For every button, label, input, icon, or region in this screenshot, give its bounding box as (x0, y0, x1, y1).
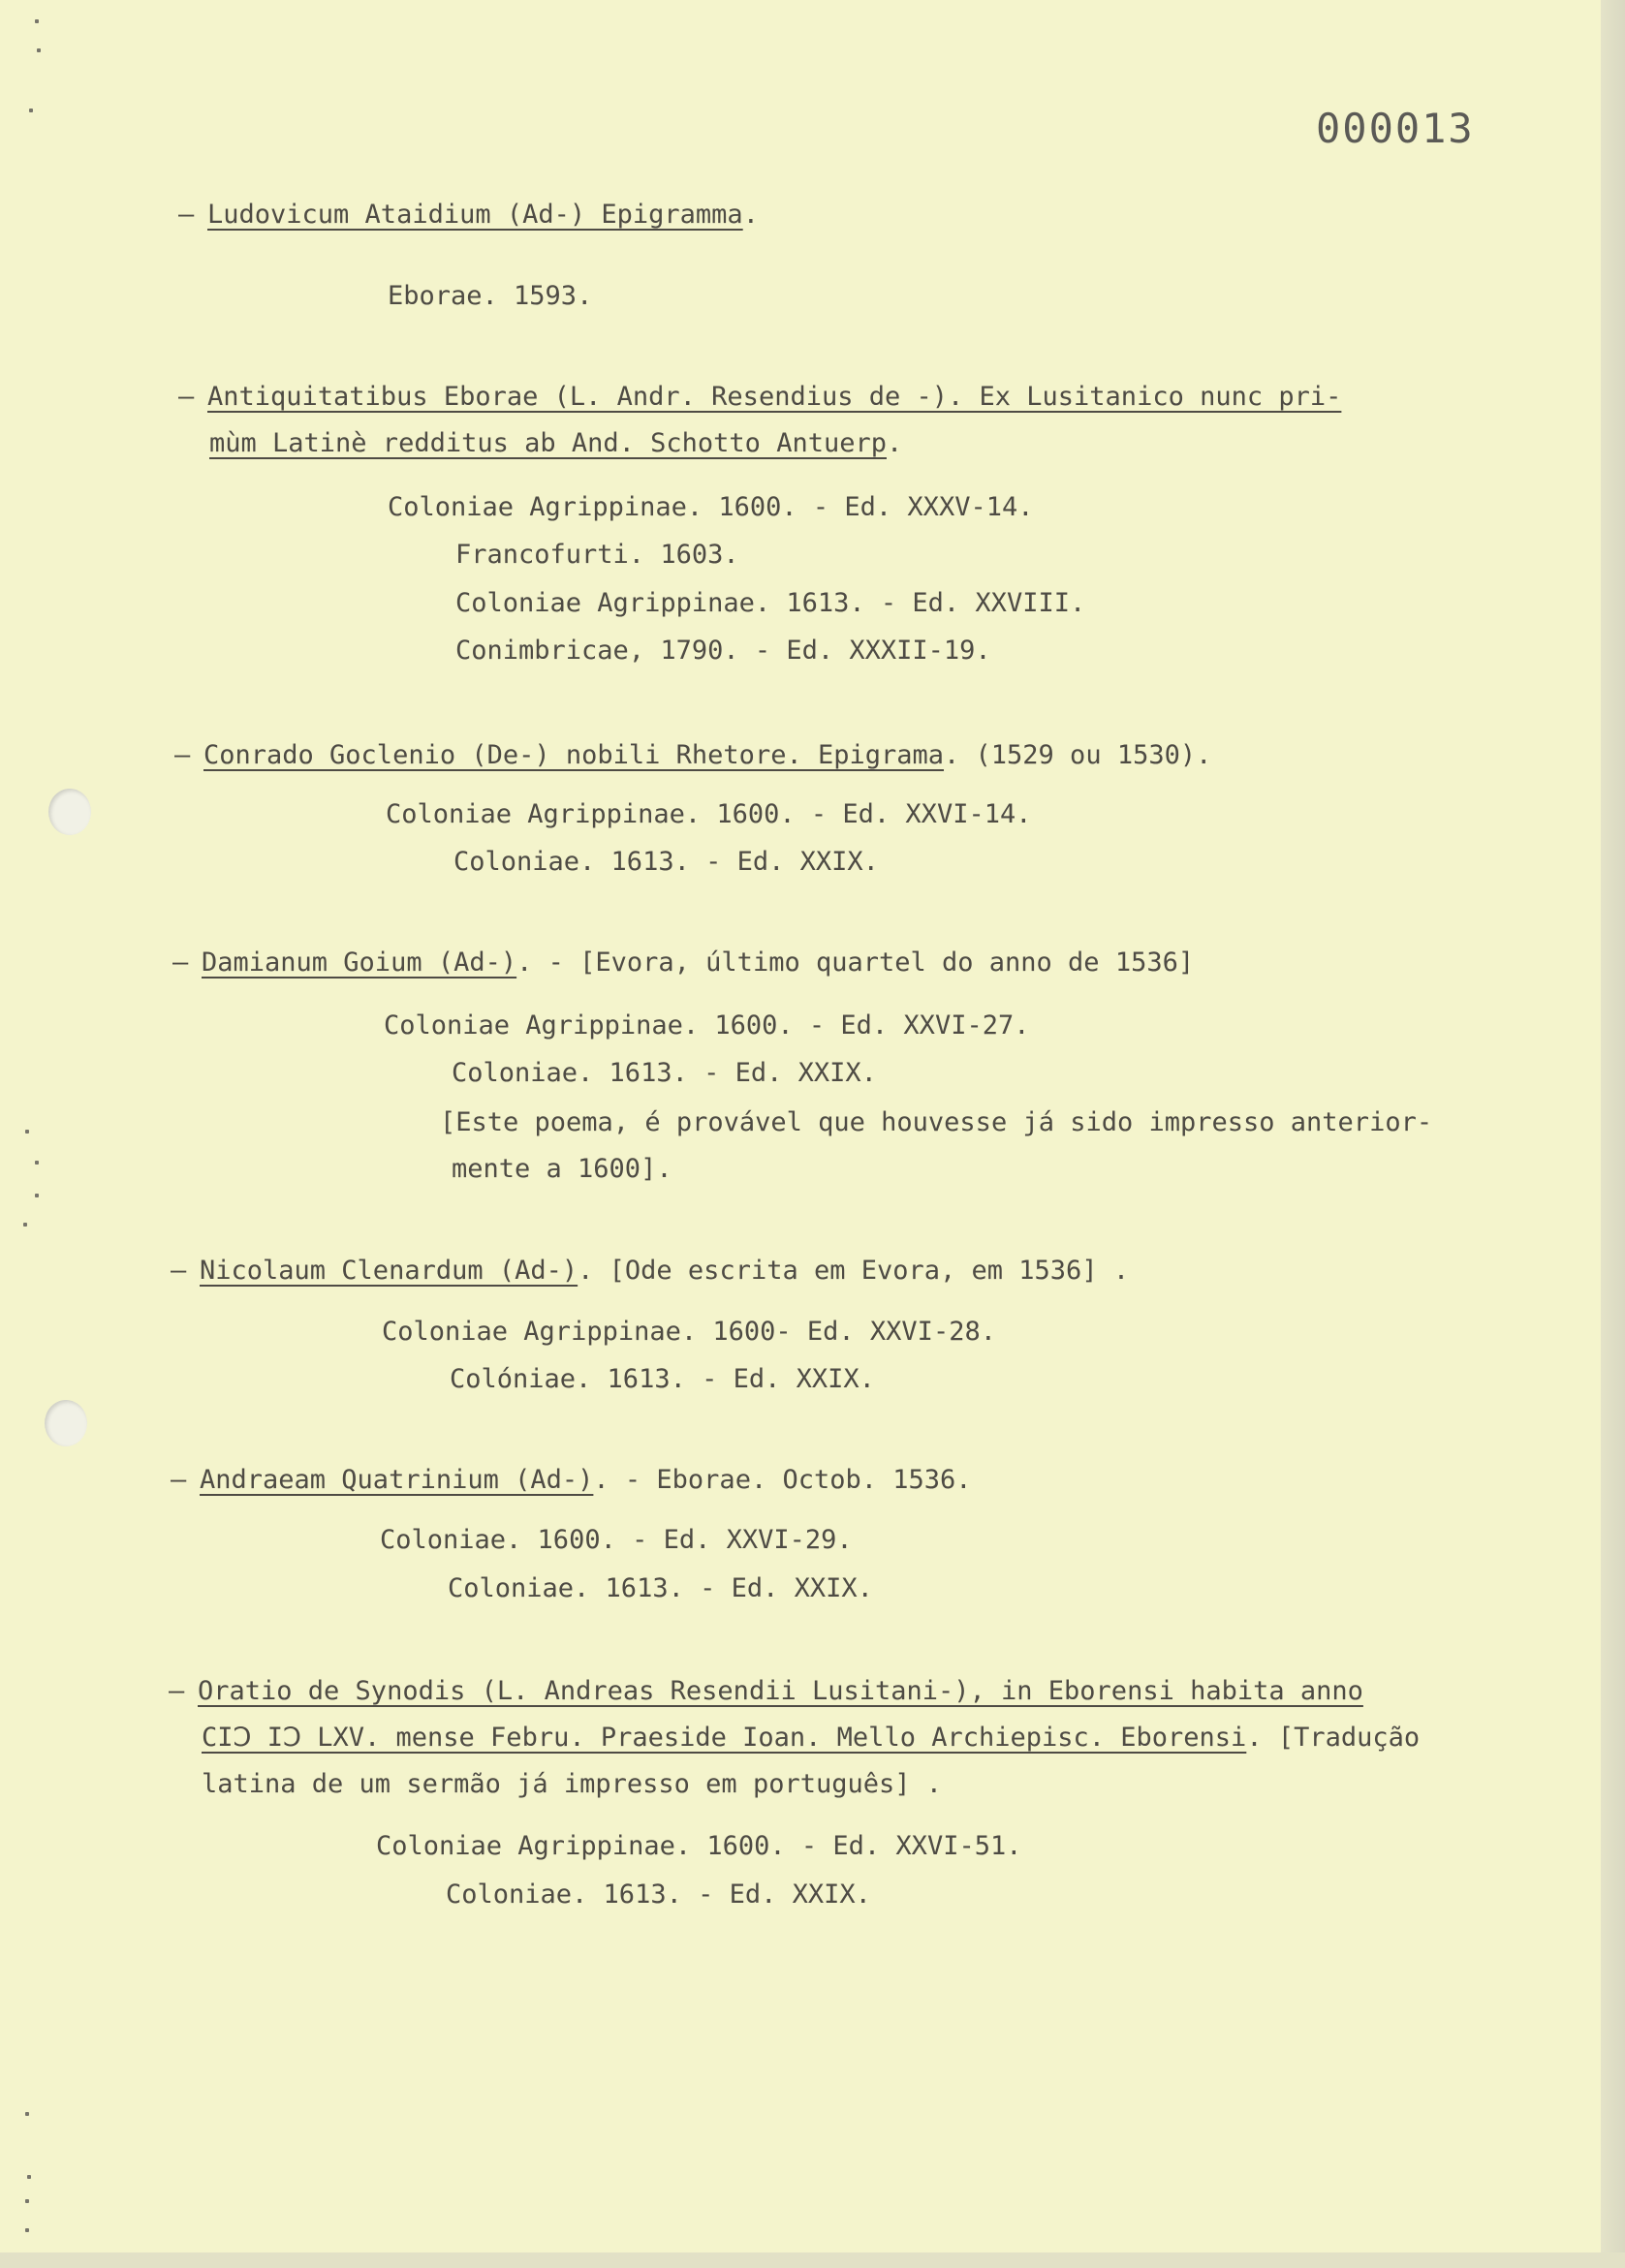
edition-line: Coloniae. 1613. - Ed. XXIX. (452, 1058, 877, 1088)
bibliography-entry: – Oratio de Synodis (L. Andreas Resendii Lusitani-), in Eborensi habita anno CIↃ IↃ LXV. mense Febru. Praeside Ioan. Mello Archiepisc. Eborensi. [Tradução latina de um sermão já impresso em português] . (169, 1668, 1420, 1808)
entry-title-end: . (886, 428, 903, 458)
edition-line: Eborae. 1593. (388, 281, 593, 311)
edition-line: Colóniae. 1613. - Ed. XXIX. (450, 1364, 875, 1394)
bibliography-entry: – Ludovicum Ataidium (Ad-) Epigramma. (178, 200, 759, 230)
margin-mark (25, 2228, 29, 2232)
entry-title-end: . [Tradução (1246, 1723, 1421, 1753)
entry-title-continued: CIↃ IↃ LXV. mense Febru. Praeside Ioan. Mello Archiepisc. Eborensi (202, 1723, 1247, 1753)
entry-title: Nicolaum Clenardum (Ad-) (200, 1256, 578, 1286)
edition-line: Coloniae. 1613. - Ed. XXIX. (453, 847, 879, 877)
margin-mark (35, 1194, 39, 1197)
entry-note: latina de um sermão já impresso em português] . (202, 1769, 943, 1799)
edition-line: Coloniae. 1613. - Ed. XXIX. (446, 1880, 871, 1910)
margin-mark (25, 2112, 29, 2116)
page-number: 000013 (1316, 105, 1475, 152)
editor-note: mente a 1600]. (452, 1154, 672, 1184)
edition-line: Coloniae. 1613. - Ed. XXIX. (448, 1573, 873, 1603)
entry-title-continued: mùm Latinè redditus ab And. Schotto Antuerp (209, 428, 887, 458)
entry-title-end: . - [Evora, último quartel do anno de 1536] (516, 948, 1195, 978)
edition-line: Coloniae Agrippinae. 1600. - Ed. XXXV-14. (388, 492, 1034, 522)
margin-mark (25, 2199, 29, 2203)
entry-title-end: . [Ode escrita em Evora, em 1536] . (578, 1256, 1130, 1286)
bibliography-entry: – Antiquitatibus Eborae (L. Andr. Resendius de -). Ex Lusitanico nunc pri- mùm Latinè redditus ab And. Schotto Antuerp. (178, 382, 1342, 458)
margin-mark (37, 48, 41, 52)
margin-mark (35, 19, 39, 23)
entry-title-end: . (1529 ou 1530). (944, 740, 1212, 770)
margin-mark (27, 2175, 31, 2179)
edition-line: Coloniae Agrippinae. 1613. - Ed. XXVIII. (455, 588, 1086, 618)
entry-title: Oratio de Synodis (L. Andreas Resendii Lusitani-), in Eborensi habita anno (198, 1676, 1363, 1706)
bibliography-entry: – Nicolaum Clenardum (Ad-). [Ode escrita em Evora, em 1536] . (171, 1256, 1130, 1286)
entry-title: Damianum Goium (Ad-) (202, 948, 517, 978)
editor-note: [Este poema, é provável que houvesse já sido impresso anterior- (440, 1107, 1433, 1137)
entry-title: Conrado Goclenio (De-) nobili Rhetore. Epigrama (203, 740, 945, 770)
entry-title-end: . - Eborae. Octob. 1536. (593, 1465, 972, 1495)
bibliography-entry: – Conrado Goclenio (De-) nobili Rhetore. Epigrama. (1529 ou 1530). (174, 740, 1212, 770)
edition-line: Coloniae Agrippinae. 1600. - Ed. XXVI-27. (384, 1010, 1030, 1041)
punch-hole (45, 1400, 87, 1446)
entry-title: Andraeam Quatrinium (Ad-) (200, 1465, 594, 1495)
edition-line: Coloniae Agrippinae. 1600. - Ed. XXVI-14. (386, 799, 1032, 829)
bibliography-entry: – Andraeam Quatrinium (Ad-). - Eborae. Octob. 1536. (171, 1465, 972, 1495)
entry-title: Antiquitatibus Eborae (L. Andr. Resendius de -). Ex Lusitanico nunc pri- (207, 382, 1342, 412)
edition-line: Francofurti. 1603. (455, 540, 739, 570)
edition-line: Conimbricae, 1790. - Ed. XXXII-19. (455, 636, 991, 666)
margin-mark (35, 1161, 39, 1165)
entry-title: Ludovicum Ataidium (Ad-) Epigramma (207, 200, 743, 230)
punch-hole (48, 789, 91, 835)
margin-mark (25, 1130, 29, 1134)
margin-mark (29, 109, 33, 112)
edition-line: Coloniae Agrippinae. 1600. - Ed. XXVI-51. (376, 1831, 1022, 1861)
edition-line: Coloniae. 1600. - Ed. XXVI-29. (380, 1525, 853, 1555)
margin-mark (23, 1223, 27, 1227)
page-edge (1601, 0, 1625, 2268)
edition-line: Coloniae Agrippinae. 1600- Ed. XXVI-28. (382, 1317, 996, 1347)
page-bottom-edge (0, 2252, 1625, 2268)
bibliography-entry: – Damianum Goium (Ad-). - [Evora, último quartel do anno de 1536] (172, 948, 1195, 978)
entry-title-end: . (742, 200, 759, 230)
